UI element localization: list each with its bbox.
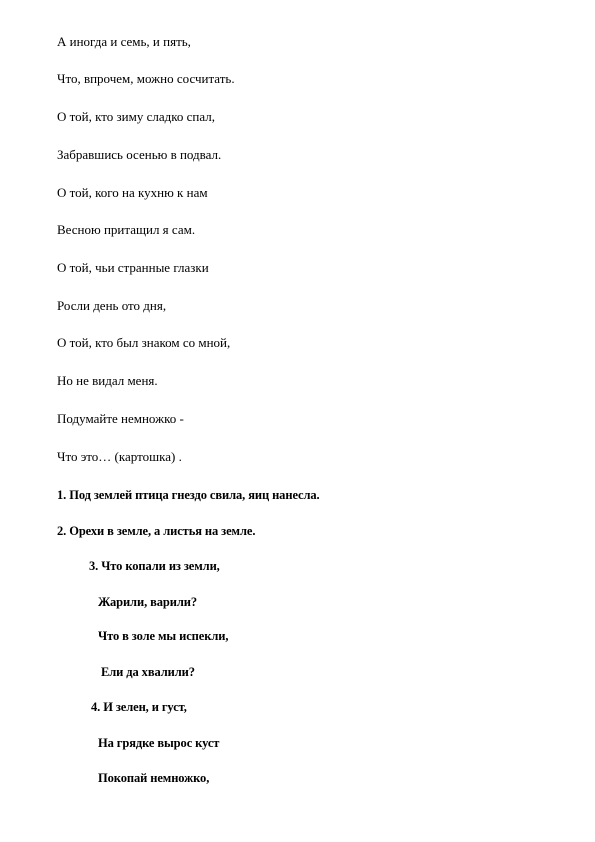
poem-line: Весною притащил я сам.: [57, 222, 196, 237]
riddle-line: 4. И зелен, и густ,: [91, 700, 187, 714]
poem-line: А иногда и семь, и пять,: [57, 34, 191, 49]
riddle-line: 2. Орехи в земле, а листья на земле.: [57, 524, 256, 538]
poem-line: Но не видал меня.: [57, 373, 158, 388]
riddle-line: Жарили, варили?: [98, 595, 198, 609]
poem-line: Что это… (картошка) .: [57, 449, 182, 464]
riddle-line: Ели да хвалили?: [101, 665, 195, 679]
poem-line: О той, кто зиму сладко спал,: [57, 109, 215, 124]
riddle-line: 3. Что копали из земли,: [89, 559, 220, 573]
poem-line: О той, чьи странные глазки: [57, 260, 209, 275]
poem-line: О той, кого на кухню к нам: [57, 185, 208, 200]
poem-line: Что, впрочем, можно сосчитать.: [57, 71, 235, 86]
poem-line: Забравшись осенью в подвал.: [57, 147, 222, 162]
riddle-line: 1. Под землей птица гнездо свила, яиц нанесла.: [57, 488, 320, 502]
riddle-line: На грядке вырос куст: [98, 736, 220, 750]
poem-line: Росли день ото дня,: [57, 298, 167, 313]
poem-line: О той, кто был знаком со мной,: [57, 335, 231, 350]
riddle-line: Что в золе мы испекли,: [98, 629, 229, 643]
riddle-line: Покопай немножко,: [98, 771, 210, 785]
poem-line: Подумайте немножко -: [57, 411, 184, 426]
